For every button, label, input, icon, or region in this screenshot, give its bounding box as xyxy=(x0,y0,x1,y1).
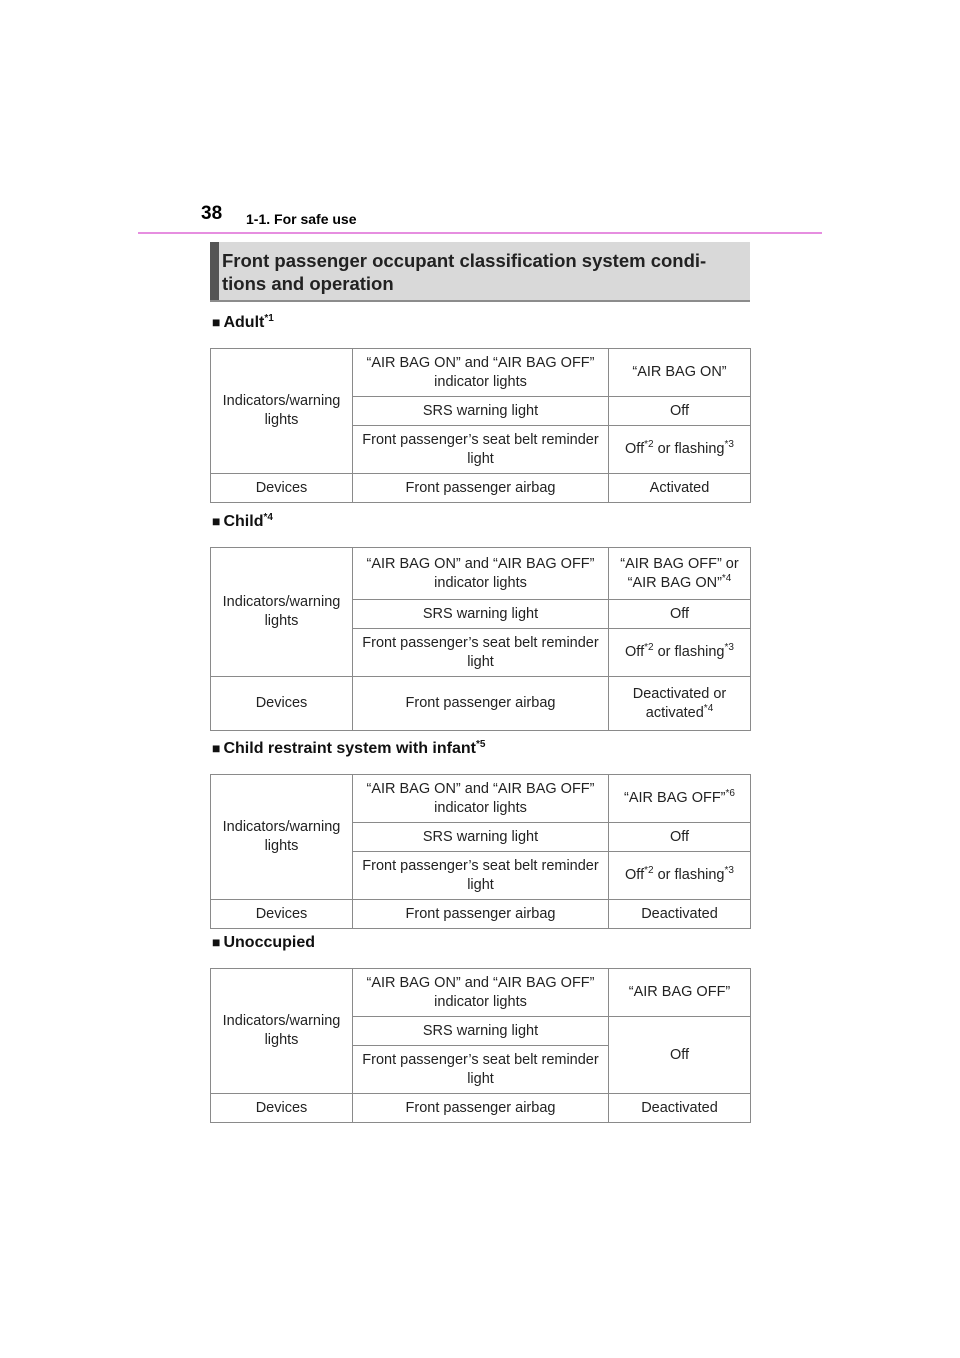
cell-devices-label: Devices xyxy=(211,474,353,503)
cell-airbag-indicator-label: “AIR BAG ON” and “AIR BAG OFF” indicator lights xyxy=(353,548,609,600)
subsection-title: Unoccupied xyxy=(223,934,316,951)
cell-indicators-label: Indicators/warning lights xyxy=(211,969,353,1094)
subsection-title: Adult xyxy=(223,314,265,331)
table-row xyxy=(211,969,751,1017)
cell-airbag-indicator-label: “AIR BAG ON” and “AIR BAG OFF” indicator lights xyxy=(353,349,609,397)
subsection-title: Child xyxy=(223,513,264,530)
table-row xyxy=(211,474,751,503)
table-row xyxy=(211,677,751,731)
subsection-adult xyxy=(212,314,274,332)
cell-devices-label: Devices xyxy=(211,1094,353,1123)
cell-indicator-value: “AIR BAG OFF”$^{*6}$ xyxy=(609,775,751,823)
cell-indicators-label: Indicators/warning lights xyxy=(211,349,353,474)
footnote-ref: *1 xyxy=(264,313,274,324)
cell-airbag-indicator-label: “AIR BAG ON” and “AIR BAG OFF” indicator lights xyxy=(353,969,609,1017)
cell-airbag-label: Front passenger airbag xyxy=(353,900,609,929)
cell-seatbelt-label: Front passenger’s seat belt reminder light xyxy=(353,629,609,677)
table-row xyxy=(211,548,751,600)
subsection-child xyxy=(212,513,273,531)
table-row xyxy=(211,900,751,929)
cell-devices-label: Devices xyxy=(211,677,353,731)
table-row xyxy=(211,1094,751,1123)
table-row xyxy=(211,349,751,397)
header-rule xyxy=(138,232,822,234)
footnote-ref: *5 xyxy=(475,739,486,750)
cell-indicator-value: “AIR BAG OFF” or “AIR BAG ON”$^{*4}$ xyxy=(609,548,751,600)
table-infant xyxy=(210,774,751,929)
cell-airbag-label: Front passenger airbag xyxy=(353,1094,609,1123)
cell-srs-value: Off xyxy=(609,823,751,852)
subsection-unoccupied xyxy=(212,934,315,952)
bullet-square-icon: ■ xyxy=(212,513,221,529)
heading-box xyxy=(210,242,750,302)
cell-indicators-label: Indicators/warning lights xyxy=(211,775,353,900)
subsection-infant xyxy=(212,740,485,758)
page-number: 38 xyxy=(201,203,223,224)
cell-srs-label: SRS warning light xyxy=(353,397,609,426)
table-row xyxy=(211,775,751,823)
cell-devices-label: Devices xyxy=(211,900,353,929)
cell-srs-value: Off xyxy=(609,397,751,426)
cell-device-value: Activated xyxy=(609,474,751,503)
cell-seatbelt-value: Off$^{*2}$ or flashing$^{*3}$ xyxy=(609,629,751,677)
bullet-square-icon: ■ xyxy=(212,740,221,756)
cell-airbag-label: Front passenger airbag xyxy=(353,677,609,731)
footnote-ref: *4 xyxy=(263,512,273,523)
cell-merged-value: Off xyxy=(609,1017,751,1094)
cell-airbag-label: Front passenger airbag xyxy=(353,474,609,503)
cell-device-value: Deactivated xyxy=(609,1094,751,1123)
cell-seatbelt-label: Front passenger’s seat belt reminder light xyxy=(353,852,609,900)
cell-seatbelt-value: Off$^{*2}$ or flashing$^{*3}$ xyxy=(609,852,751,900)
section-title: 1-1. For safe use xyxy=(246,211,357,227)
cell-seatbelt-label: Front passenger’s seat belt reminder light xyxy=(353,426,609,474)
subsection-title: Child restraint system with infant xyxy=(223,740,476,757)
bullet-square-icon: ■ xyxy=(212,934,221,950)
cell-device-value: Deactivated xyxy=(609,900,751,929)
table-adult xyxy=(210,348,751,503)
cell-srs-value: Off xyxy=(609,600,751,629)
cell-srs-label: SRS warning light xyxy=(353,823,609,852)
cell-indicator-value: “AIR BAG OFF” xyxy=(609,969,751,1017)
heading-accent-bar xyxy=(210,242,219,300)
cell-airbag-indicator-label: “AIR BAG ON” and “AIR BAG OFF” indicator lights xyxy=(353,775,609,823)
table-unoccupied xyxy=(210,968,751,1123)
heading-title: Front passenger occupant classification system condi-tions and operation xyxy=(222,250,707,294)
cell-indicators-label: Indicators/warning lights xyxy=(211,548,353,677)
table-child xyxy=(210,547,751,731)
cell-srs-label: SRS warning light xyxy=(353,1017,609,1046)
cell-srs-label: SRS warning light xyxy=(353,600,609,629)
cell-device-value: Deactivated or activated$^{*4}$ xyxy=(609,677,751,731)
bullet-square-icon: ■ xyxy=(212,314,221,330)
cell-indicator-value: “AIR BAG ON” xyxy=(609,349,751,397)
cell-seatbelt-value: Off$^{*2}$ or flashing$^{*3}$ xyxy=(609,426,751,474)
cell-seatbelt-label: Front passenger’s seat belt reminder light xyxy=(353,1046,609,1094)
